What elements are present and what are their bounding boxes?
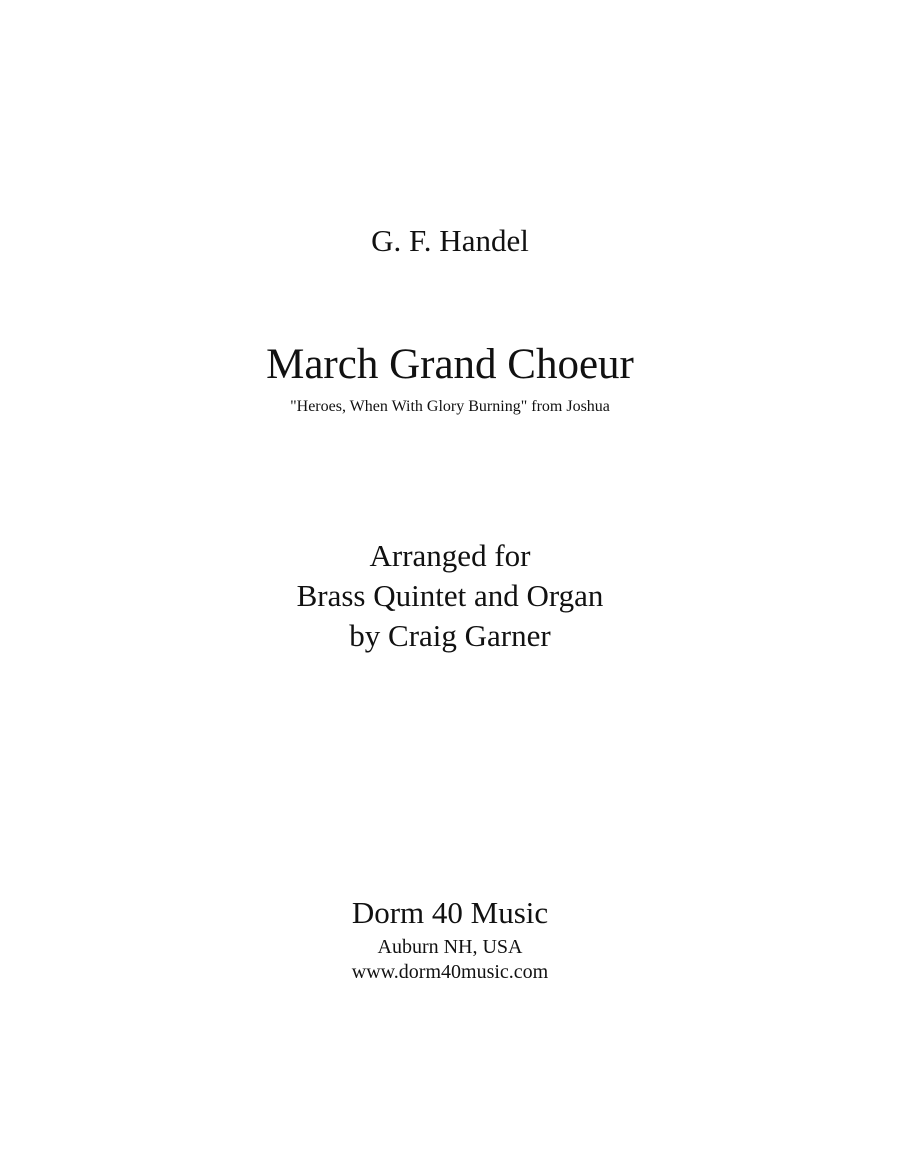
publisher-name: Dorm 40 Music	[351, 895, 549, 930]
piece-subtitle: "Heroes, When With Glory Burning" from Joshua	[290, 398, 610, 415]
publisher-website: www.dorm40music.com	[351, 961, 549, 983]
arrangement-instrumentation: Brass Quintet and Organ	[296, 578, 604, 613]
composer-name: G. F. Handel	[371, 223, 529, 258]
piece-title: March Grand Choeur	[266, 341, 634, 388]
arrangement-line-1: Arranged for	[369, 538, 531, 573]
publisher-location: Auburn NH, USA	[377, 936, 523, 958]
arranger-credit: by Craig Garner	[349, 618, 551, 653]
